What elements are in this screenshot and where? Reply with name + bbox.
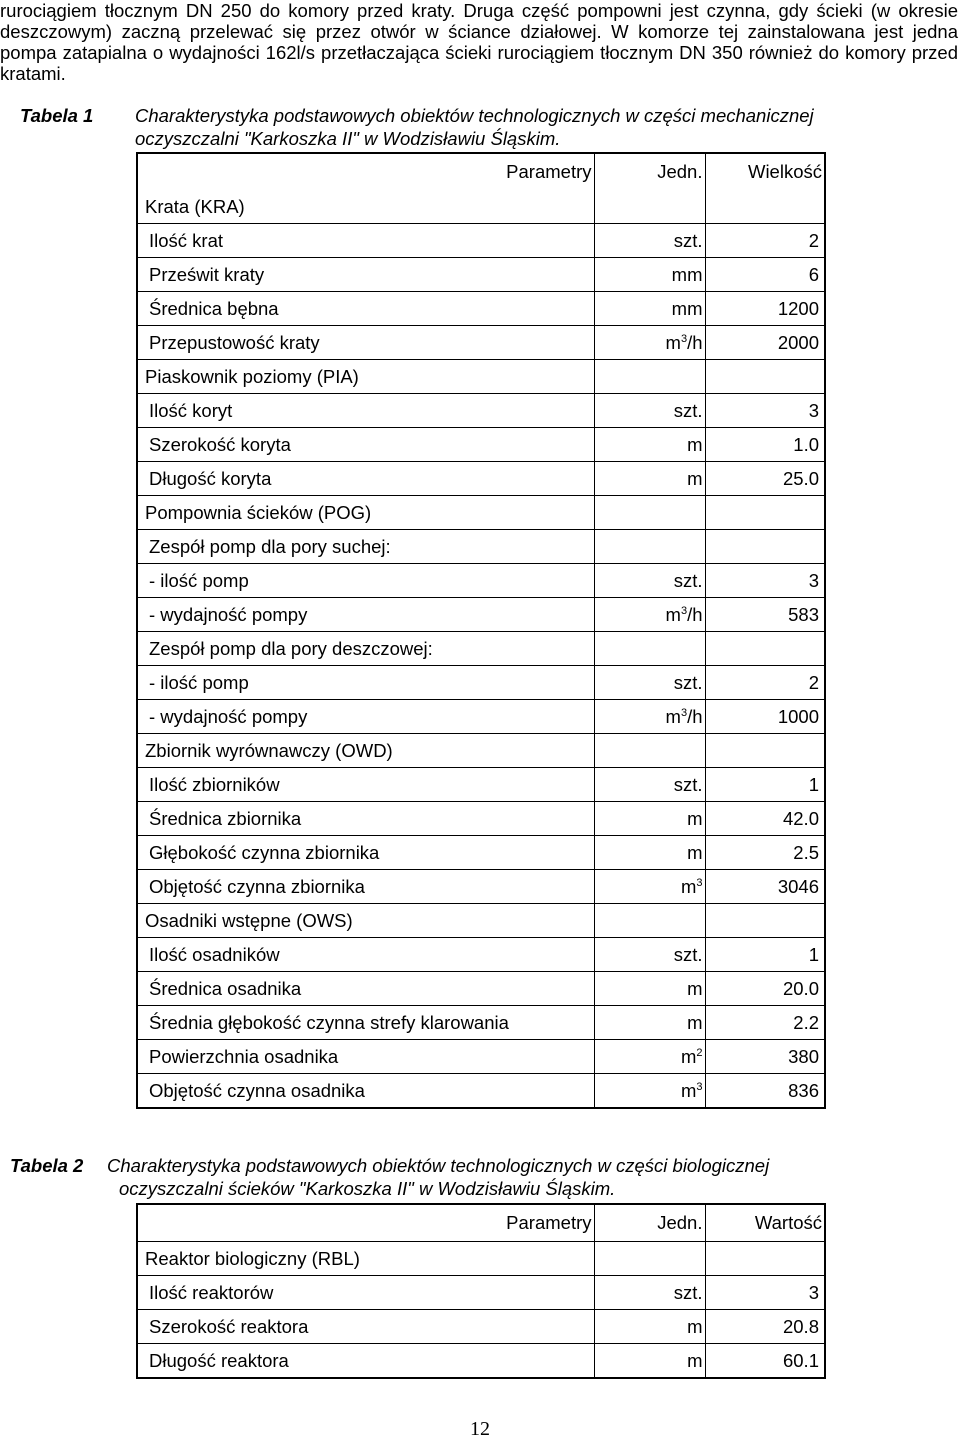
table1-row <box>137 326 825 360</box>
unit-exponent: 3 <box>696 1080 703 1093</box>
table2-param-unit <box>594 1310 705 1344</box>
unit-base: m <box>687 977 703 999</box>
unit-base: m <box>665 705 681 727</box>
table2-caption <box>10 1154 940 1202</box>
table2-param-value: 60.1 <box>705 1344 825 1379</box>
table1-section-label: Piaskownik poziomy (PIA) <box>137 360 594 394</box>
table1-param-name: - ilość pomp <box>137 666 594 700</box>
table1-row <box>137 870 825 904</box>
table2-row <box>137 1276 825 1310</box>
table1-param-value: 2.2 <box>705 1006 825 1040</box>
unit-base: m <box>687 1011 703 1033</box>
table1-param-unit <box>594 292 705 326</box>
table2-param-name: Ilość reaktorów <box>137 1276 594 1310</box>
unit-exponent: 3 <box>680 332 688 345</box>
table1-param-value: 3 <box>705 564 825 598</box>
table1-param-value: 2.5 <box>705 836 825 870</box>
table2-header-param: Parametry <box>137 1204 594 1242</box>
table1-param-value: 20.0 <box>705 972 825 1006</box>
table2-section-label: Reaktor biologiczny (RBL) <box>137 1242 594 1276</box>
table2-param-value: 3 <box>705 1276 825 1310</box>
table1-row <box>137 292 825 326</box>
table2-param-unit <box>594 1344 705 1379</box>
table1-row <box>137 938 825 972</box>
table1-row <box>137 836 825 870</box>
table2-label: Tabela 2 <box>10 1155 84 1176</box>
intro-text: rurociągiem tłocznym DN 250 do komory przed kraty. Druga część pompowni jest czynna, gdy ścieki (w okresie deszczowym) zaczną przelewać się przez otwór w ściance działowej. W komorze tej zainstalowana jest jedna pompa zatapialna o wydajności 162l/s przetłaczająca ścieki rurociągiem tłocznym DN 350 również do komory przed kratami. <box>0 0 958 84</box>
unit-base: m <box>687 807 703 829</box>
table1-param-unit <box>594 870 705 904</box>
table1-param-unit <box>594 394 705 428</box>
unit-exponent: 3 <box>696 876 703 889</box>
unit-base: szt. <box>673 1281 703 1303</box>
unit-base: szt. <box>673 399 703 421</box>
table1-row <box>137 1006 825 1040</box>
table1-caption <box>20 104 940 152</box>
table1-param-value: 1200 <box>705 292 825 326</box>
unit-suffix: /h <box>687 331 703 353</box>
table1-section-label: Pompownia ścieków (POG) <box>137 496 594 530</box>
table1-row <box>137 564 825 598</box>
unit-exponent: 3 <box>680 706 688 719</box>
table1-section-row <box>137 904 825 938</box>
unit-exponent: 2 <box>696 1046 703 1059</box>
table1-param-value <box>705 530 825 564</box>
table1-param-unit <box>594 1040 705 1074</box>
table1-param-name: Szerokość koryta <box>137 428 594 462</box>
table1-param-value: 380 <box>705 1040 825 1074</box>
unit-suffix: /h <box>687 603 703 625</box>
table1-param-value <box>705 632 825 666</box>
table1-section-label: Zbiornik wyrównawczy (OWD) <box>137 734 594 768</box>
table1-param-value: 836 <box>705 1074 825 1109</box>
unit-base: m <box>687 1349 703 1371</box>
table1-param-value: 583 <box>705 598 825 632</box>
table1-param-value: 1 <box>705 938 825 972</box>
table1-param-value: 2 <box>705 224 825 258</box>
table1-param-unit <box>594 768 705 802</box>
table2-param-value: 20.8 <box>705 1310 825 1344</box>
unit-base: m <box>680 1045 697 1067</box>
table1-param-name: Przepustowość kraty <box>137 326 594 360</box>
table1-header-unit: Jedn. <box>594 153 705 190</box>
unit-base: szt. <box>673 229 703 251</box>
table1-param-unit <box>594 1006 705 1040</box>
table1-param-unit <box>594 224 705 258</box>
unit-base: mm <box>671 263 703 285</box>
table2-row <box>137 1344 825 1379</box>
table1-param-value: 42.0 <box>705 802 825 836</box>
table1-param-name: Średnica osadnika <box>137 972 594 1006</box>
table1-row <box>137 666 825 700</box>
table1-param-unit <box>594 802 705 836</box>
table1-param-name: Zespół pomp dla pory deszczowej: <box>137 632 594 666</box>
table1-row <box>137 1074 825 1109</box>
table1-param-name: - ilość pomp <box>137 564 594 598</box>
unit-base: szt. <box>673 773 703 795</box>
unit-suffix: /h <box>687 705 703 727</box>
table1-param-value: 1 <box>705 768 825 802</box>
table1-param-unit <box>594 836 705 870</box>
table1-param-name: Średnica zbiornika <box>137 802 594 836</box>
table1-param-unit <box>594 972 705 1006</box>
table1-param-name: Powierzchnia osadnika <box>137 1040 594 1074</box>
table2-param-unit <box>594 1276 705 1310</box>
table1-section-label: Osadniki wstępne (OWS) <box>137 904 594 938</box>
table1-section-label: Krata (KRA) <box>137 190 594 224</box>
table1-row <box>137 462 825 496</box>
table1-section-row <box>137 734 825 768</box>
table2-param-name: Szerokość reaktora <box>137 1310 594 1344</box>
table1-param-unit <box>594 258 705 292</box>
table2-header-value: Wartość <box>705 1204 825 1242</box>
table2-row <box>137 1310 825 1344</box>
table1-header-value: Wielkość <box>705 153 825 190</box>
table1-param-unit <box>594 700 705 734</box>
unit-base: m <box>687 841 703 863</box>
table1-param-name: Ilość osadników <box>137 938 594 972</box>
table1-param-name: Długość koryta <box>137 462 594 496</box>
table1-row <box>137 632 825 666</box>
table1-caption-line1: Charakterystyka podstawowych obiektów technologicznych w części mechanicznej <box>135 105 814 126</box>
table1-param-unit <box>594 598 705 632</box>
table1-param-unit <box>594 1074 705 1109</box>
table1-param-unit <box>594 938 705 972</box>
table1-param-value: 1000 <box>705 700 825 734</box>
table1-row <box>137 394 825 428</box>
table1-row <box>137 768 825 802</box>
table2-section-row <box>137 1242 825 1276</box>
table1-param-value: 3 <box>705 394 825 428</box>
table1-param-unit <box>594 428 705 462</box>
table1-caption-line2: oczyszczalni "Karkoszka II" w Wodzisławiu Śląskim. <box>135 128 561 149</box>
table1-param-name: - wydajność pompy <box>137 598 594 632</box>
table1-param-name: Objętość czynna zbiornika <box>137 870 594 904</box>
table1-row <box>137 428 825 462</box>
table1-row <box>137 224 825 258</box>
unit-base: m <box>665 331 681 353</box>
table1-row <box>137 258 825 292</box>
unit-base: m <box>680 875 697 897</box>
table1-section-row <box>137 496 825 530</box>
table1-param-unit <box>594 632 705 666</box>
unit-base: mm <box>671 297 703 319</box>
table1-param-value: 2 <box>705 666 825 700</box>
table1-row <box>137 1040 825 1074</box>
table1-section-row <box>137 190 825 224</box>
table1-param-name: Głębokość czynna zbiornika <box>137 836 594 870</box>
table1-param-value: 1.0 <box>705 428 825 462</box>
table2-header-unit: Jedn. <box>594 1204 705 1242</box>
unit-base: m <box>687 467 703 489</box>
unit-base: m <box>687 1315 703 1337</box>
table1-row <box>137 598 825 632</box>
table1-param-name: Średnica bębna <box>137 292 594 326</box>
table1-header-param: Parametry <box>137 153 594 190</box>
unit-base: m <box>680 1079 697 1101</box>
table1-param-name: Prześwit kraty <box>137 258 594 292</box>
table2-caption-line2: oczyszczalni ścieków "Karkoszka II" w Wodzisławiu Śląskim. <box>119 1178 616 1199</box>
table1-param-unit <box>594 530 705 564</box>
table1-param-name: Średnia głębokość czynna strefy klarowania <box>137 1006 594 1040</box>
unit-base: m <box>665 603 681 625</box>
table1-section-row <box>137 360 825 394</box>
table1-row <box>137 802 825 836</box>
table1-row <box>137 530 825 564</box>
unit-exponent: 3 <box>680 604 688 617</box>
table2 <box>136 1203 826 1379</box>
table1 <box>136 152 826 1109</box>
table1-param-value: 25.0 <box>705 462 825 496</box>
table1-label: Tabela 1 <box>20 105 94 126</box>
unit-base: m <box>687 433 703 455</box>
table1-param-unit <box>594 462 705 496</box>
table1-param-unit <box>594 666 705 700</box>
unit-base: szt. <box>673 671 703 693</box>
table1-param-name: Ilość koryt <box>137 394 594 428</box>
table1-param-value: 2000 <box>705 326 825 360</box>
table1-param-unit <box>594 564 705 598</box>
table2-header-row <box>137 1204 825 1242</box>
table1-row <box>137 700 825 734</box>
table1-param-name: Objętość czynna osadnika <box>137 1074 594 1109</box>
table1-param-value: 6 <box>705 258 825 292</box>
table1-param-unit <box>594 326 705 360</box>
table1-param-name: - wydajność pompy <box>137 700 594 734</box>
table1-param-name: Ilość krat <box>137 224 594 258</box>
table1-param-name: Ilość zbiorników <box>137 768 594 802</box>
page-number: 12 <box>470 1418 490 1440</box>
unit-base: szt. <box>673 569 703 591</box>
intro-paragraph <box>0 0 958 84</box>
table1-header-row <box>137 153 825 190</box>
table1-param-value: 3046 <box>705 870 825 904</box>
table1-row <box>137 972 825 1006</box>
table1-param-name: Zespół pomp dla pory suchej: <box>137 530 594 564</box>
unit-base: szt. <box>673 943 703 965</box>
table2-param-name: Długość reaktora <box>137 1344 594 1379</box>
table2-caption-line1: Charakterystyka podstawowych obiektów technologicznych w części biologicznej <box>107 1155 770 1176</box>
